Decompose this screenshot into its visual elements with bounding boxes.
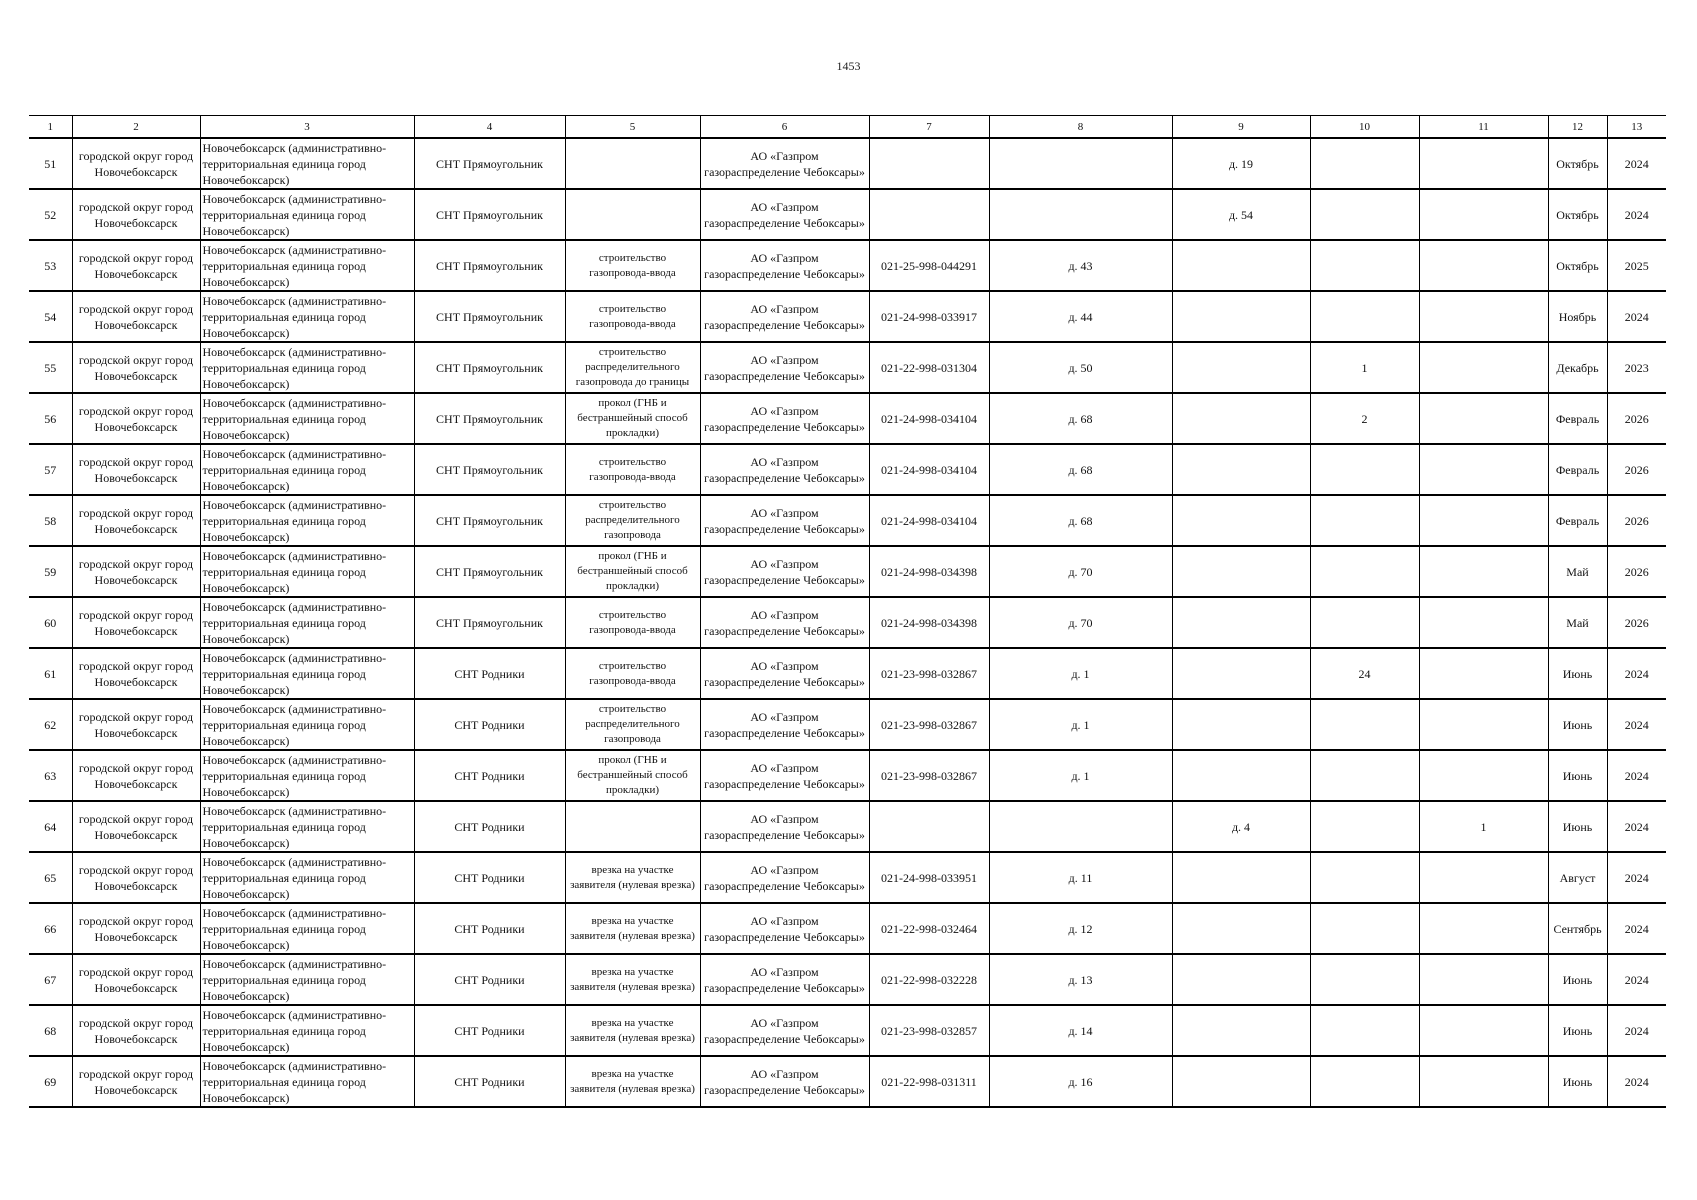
organization-cell: АО «Газпром газораспределение Чебоксары» [700,444,869,495]
work-type-cell: строительство распределительного газопровода до границы [565,342,700,393]
house-cell: д. 50 [989,342,1172,393]
snt-name-cell: СНТ Родники [414,801,565,852]
column-11-cell [1419,138,1548,189]
municipality-cell: городской округ город Новочебоксарск [72,648,200,699]
organization-cell: АО «Газпром газораспределение Чебоксары» [700,393,869,444]
table-row [29,1056,1666,1107]
column-11-cell [1419,291,1548,342]
snt-name-cell: СНТ Прямоугольник [414,444,565,495]
year-cell: 2023 [1607,342,1666,393]
column-11-cell [1419,240,1548,291]
municipality-cell: городской округ город Новочебоксарск [72,393,200,444]
settlement-cell: Новочебоксарск (административно-территориальная единица город Новочебоксарск) [200,801,414,852]
organization-cell: АО «Газпром газораспределение Чебоксары» [700,342,869,393]
table-row [29,648,1666,699]
column-9-cell [1172,954,1310,1005]
column-header: 2 [72,116,200,139]
month-cell: Декабрь [1548,342,1607,393]
application-number-cell: 021-24-998-033951 [869,852,989,903]
application-number-cell: 021-24-998-034104 [869,393,989,444]
application-number-cell: 021-24-998-033917 [869,291,989,342]
table-row [29,852,1666,903]
municipality-cell: городской округ город Новочебоксарск [72,1056,200,1107]
application-number-cell [869,801,989,852]
column-10-cell [1310,291,1419,342]
house-cell [989,801,1172,852]
month-cell: Февраль [1548,495,1607,546]
year-cell: 2026 [1607,495,1666,546]
snt-name-cell: СНТ Прямоугольник [414,597,565,648]
house-cell: д. 12 [989,903,1172,954]
house-cell: д. 11 [989,852,1172,903]
column-11-cell [1419,954,1548,1005]
row-number-cell: 68 [29,1005,72,1056]
table-row [29,240,1666,291]
house-cell: д. 13 [989,954,1172,1005]
month-cell: Сентябрь [1548,903,1607,954]
month-cell: Октябрь [1548,189,1607,240]
year-cell: 2026 [1607,546,1666,597]
column-11-cell [1419,852,1548,903]
snt-name-cell: СНТ Родники [414,750,565,801]
organization-cell: АО «Газпром газораспределение Чебоксары» [700,648,869,699]
application-number-cell: 021-22-998-032464 [869,903,989,954]
column-header: 10 [1310,116,1419,139]
house-cell: д. 1 [989,648,1172,699]
column-9-cell [1172,495,1310,546]
work-type-cell: прокол (ГНБ и бестраншейный способ прокладки) [565,546,700,597]
work-type-cell [565,801,700,852]
column-10-cell: 24 [1310,648,1419,699]
year-cell: 2025 [1607,240,1666,291]
organization-cell: АО «Газпром газораспределение Чебоксары» [700,699,869,750]
table-row [29,546,1666,597]
column-9-cell: д. 4 [1172,801,1310,852]
work-type-cell: строительство распределительного газопровода [565,699,700,750]
row-number-cell: 69 [29,1056,72,1107]
work-type-cell: врезка на участке заявителя (нулевая врезка) [565,954,700,1005]
year-cell: 2024 [1607,189,1666,240]
column-header: 12 [1548,116,1607,139]
row-number-cell: 67 [29,954,72,1005]
column-header: 9 [1172,116,1310,139]
municipality-cell: городской округ город Новочебоксарск [72,546,200,597]
snt-name-cell: СНТ Родники [414,954,565,1005]
work-type-cell: строительство газопровода-ввода [565,291,700,342]
organization-cell: АО «Газпром газораспределение Чебоксары» [700,954,869,1005]
column-11-cell [1419,1056,1548,1107]
year-cell: 2024 [1607,648,1666,699]
work-type-cell: строительство газопровода-ввода [565,648,700,699]
snt-name-cell: СНТ Родники [414,852,565,903]
table-row [29,903,1666,954]
column-9-cell [1172,291,1310,342]
year-cell: 2026 [1607,393,1666,444]
settlement-cell: Новочебоксарск (административно-территориальная единица город Новочебоксарск) [200,393,414,444]
column-10-cell [1310,801,1419,852]
organization-cell: АО «Газпром газораспределение Чебоксары» [700,546,869,597]
column-11-cell [1419,750,1548,801]
work-type-cell: врезка на участке заявителя (нулевая врезка) [565,852,700,903]
month-cell: Июнь [1548,801,1607,852]
column-11-cell [1419,546,1548,597]
column-header: 7 [869,116,989,139]
row-number-cell: 54 [29,291,72,342]
column-9-cell [1172,648,1310,699]
header-row [29,116,1666,139]
year-cell: 2024 [1607,138,1666,189]
column-header: 5 [565,116,700,139]
month-cell: Июнь [1548,699,1607,750]
house-cell [989,189,1172,240]
table-row [29,750,1666,801]
year-cell: 2024 [1607,954,1666,1005]
municipality-cell: городской округ город Новочебоксарск [72,1005,200,1056]
work-type-cell [565,138,700,189]
row-number-cell: 51 [29,138,72,189]
municipality-cell: городской округ город Новочебоксарск [72,597,200,648]
municipality-cell: городской округ город Новочебоксарск [72,291,200,342]
column-10-cell [1310,903,1419,954]
year-cell: 2024 [1607,1005,1666,1056]
column-11-cell [1419,648,1548,699]
application-number-cell: 021-25-998-044291 [869,240,989,291]
table-row [29,444,1666,495]
column-10-cell [1310,189,1419,240]
organization-cell: АО «Газпром газораспределение Чебоксары» [700,852,869,903]
house-cell: д. 68 [989,495,1172,546]
house-cell: д. 16 [989,1056,1172,1107]
table-row [29,801,1666,852]
work-type-cell [565,189,700,240]
table-row [29,597,1666,648]
snt-name-cell: СНТ Прямоугольник [414,546,565,597]
year-cell: 2024 [1607,1056,1666,1107]
row-number-cell: 56 [29,393,72,444]
settlement-cell: Новочебоксарск (административно-территориальная единица город Новочебоксарск) [200,495,414,546]
table-row [29,342,1666,393]
house-cell [989,138,1172,189]
column-11-cell [1419,393,1548,444]
column-11-cell [1419,444,1548,495]
settlement-cell: Новочебоксарск (административно-территориальная единица город Новочебоксарск) [200,648,414,699]
month-cell: Июнь [1548,750,1607,801]
column-10-cell [1310,750,1419,801]
settlement-cell: Новочебоксарск (административно-территориальная единица город Новочебоксарск) [200,699,414,750]
organization-cell: АО «Газпром газораспределение Чебоксары» [700,1005,869,1056]
row-number-cell: 58 [29,495,72,546]
month-cell: Ноябрь [1548,291,1607,342]
month-cell: Май [1548,546,1607,597]
settlement-cell: Новочебоксарск (административно-территориальная единица город Новочебоксарск) [200,750,414,801]
settlement-cell: Новочебоксарск (административно-территориальная единица город Новочебоксарск) [200,189,414,240]
application-number-cell: 021-24-998-034104 [869,444,989,495]
application-number-cell: 021-22-998-031304 [869,342,989,393]
column-10-cell [1310,699,1419,750]
row-number-cell: 62 [29,699,72,750]
work-type-cell: строительство газопровода-ввода [565,597,700,648]
month-cell: Август [1548,852,1607,903]
application-number-cell: 021-23-998-032867 [869,699,989,750]
row-number-cell: 60 [29,597,72,648]
settlement-cell: Новочебоксарск (административно-территориальная единица город Новочебоксарск) [200,138,414,189]
table-body [29,138,1666,1107]
column-11-cell [1419,342,1548,393]
work-type-cell: врезка на участке заявителя (нулевая врезка) [565,903,700,954]
table-row [29,138,1666,189]
column-10-cell: 2 [1310,393,1419,444]
snt-name-cell: СНТ Родники [414,1056,565,1107]
table-row [29,954,1666,1005]
application-number-cell: 021-23-998-032867 [869,648,989,699]
column-10-cell [1310,495,1419,546]
work-type-cell: строительство распределительного газопровода [565,495,700,546]
house-cell: д. 43 [989,240,1172,291]
column-10-cell: 1 [1310,342,1419,393]
organization-cell: АО «Газпром газораспределение Чебоксары» [700,597,869,648]
month-cell: Июнь [1548,1005,1607,1056]
snt-name-cell: СНТ Родники [414,699,565,750]
year-cell: 2024 [1607,750,1666,801]
snt-name-cell: СНТ Прямоугольник [414,240,565,291]
table-row [29,699,1666,750]
house-cell: д. 70 [989,546,1172,597]
settlement-cell: Новочебоксарск (административно-территориальная единица город Новочебоксарск) [200,444,414,495]
year-cell: 2024 [1607,291,1666,342]
column-9-cell [1172,1005,1310,1056]
column-9-cell [1172,240,1310,291]
settlement-cell: Новочебоксарск (административно-территориальная единица город Новочебоксарск) [200,954,414,1005]
column-11-cell [1419,1005,1548,1056]
snt-name-cell: СНТ Родники [414,648,565,699]
row-number-cell: 64 [29,801,72,852]
organization-cell: АО «Газпром газораспределение Чебоксары» [700,138,869,189]
snt-name-cell: СНТ Родники [414,903,565,954]
column-9-cell [1172,444,1310,495]
house-cell: д. 14 [989,1005,1172,1056]
column-9-cell [1172,699,1310,750]
house-cell: д. 70 [989,597,1172,648]
row-number-cell: 65 [29,852,72,903]
snt-name-cell: СНТ Прямоугольник [414,342,565,393]
row-number-cell: 55 [29,342,72,393]
column-11-cell [1419,699,1548,750]
house-cell: д. 68 [989,444,1172,495]
organization-cell: АО «Газпром газораспределение Чебоксары» [700,240,869,291]
application-number-cell: 021-24-998-034398 [869,597,989,648]
municipality-cell: городской округ город Новочебоксарск [72,903,200,954]
table-row [29,495,1666,546]
snt-name-cell: СНТ Прямоугольник [414,495,565,546]
table-row [29,1005,1666,1056]
organization-cell: АО «Газпром газораспределение Чебоксары» [700,1056,869,1107]
column-9-cell [1172,852,1310,903]
work-type-cell: прокол (ГНБ и бестраншейный способ прокладки) [565,750,700,801]
month-cell: Октябрь [1548,138,1607,189]
year-cell: 2024 [1607,801,1666,852]
organization-cell: АО «Газпром газораспределение Чебоксары» [700,750,869,801]
month-cell: Июнь [1548,1056,1607,1107]
gasification-table [29,115,1666,1108]
municipality-cell: городской округ город Новочебоксарск [72,342,200,393]
column-10-cell [1310,1056,1419,1107]
year-cell: 2026 [1607,597,1666,648]
snt-name-cell: СНТ Прямоугольник [414,189,565,240]
work-type-cell: строительство газопровода-ввода [565,444,700,495]
settlement-cell: Новочебоксарск (административно-территориальная единица город Новочебоксарск) [200,597,414,648]
municipality-cell: городской округ город Новочебоксарск [72,240,200,291]
column-9-cell [1172,342,1310,393]
organization-cell: АО «Газпром газораспределение Чебоксары» [700,291,869,342]
application-number-cell [869,189,989,240]
column-9-cell [1172,546,1310,597]
column-9-cell [1172,597,1310,648]
application-number-cell: 021-24-998-034398 [869,546,989,597]
row-number-cell: 63 [29,750,72,801]
column-header: 13 [1607,116,1666,139]
column-9-cell [1172,750,1310,801]
application-number-cell: 021-24-998-034104 [869,495,989,546]
page-number: 1453 [836,59,861,73]
settlement-cell: Новочебоксарск (административно-территориальная единица город Новочебоксарск) [200,546,414,597]
application-number-cell: 021-22-998-032228 [869,954,989,1005]
column-11-cell [1419,495,1548,546]
municipality-cell: городской округ город Новочебоксарск [72,750,200,801]
house-cell: д. 1 [989,750,1172,801]
municipality-cell: городской округ город Новочебоксарск [72,954,200,1005]
application-number-cell: 021-22-998-031311 [869,1056,989,1107]
application-number-cell: 021-23-998-032867 [869,750,989,801]
organization-cell: АО «Газпром газораспределение Чебоксары» [700,801,869,852]
column-9-cell [1172,1056,1310,1107]
settlement-cell: Новочебоксарск (административно-территориальная единица город Новочебоксарск) [200,1005,414,1056]
municipality-cell: городской округ город Новочебоксарск [72,699,200,750]
column-header: 3 [200,116,414,139]
month-cell: Май [1548,597,1607,648]
work-type-cell: врезка на участке заявителя (нулевая врезка) [565,1056,700,1107]
application-number-cell: 021-23-998-032857 [869,1005,989,1056]
row-number-cell: 57 [29,444,72,495]
column-header: 11 [1419,116,1548,139]
month-cell: Февраль [1548,393,1607,444]
month-cell: Октябрь [1548,240,1607,291]
municipality-cell: городской округ город Новочебоксарск [72,138,200,189]
municipality-cell: городской округ город Новочебоксарск [72,189,200,240]
column-header: 8 [989,116,1172,139]
municipality-cell: городской округ город Новочебоксарск [72,801,200,852]
row-number-cell: 52 [29,189,72,240]
snt-name-cell: СНТ Прямоугольник [414,291,565,342]
work-type-cell: строительство газопровода-ввода [565,240,700,291]
municipality-cell: городской округ город Новочебоксарск [72,495,200,546]
column-11-cell [1419,597,1548,648]
month-cell: Июнь [1548,954,1607,1005]
column-10-cell [1310,954,1419,1005]
settlement-cell: Новочебоксарск (административно-территориальная единица город Новочебоксарск) [200,291,414,342]
organization-cell: АО «Газпром газораспределение Чебоксары» [700,189,869,240]
column-9-cell: д. 19 [1172,138,1310,189]
column-11-cell: 1 [1419,801,1548,852]
year-cell: 2024 [1607,852,1666,903]
column-header: 4 [414,116,565,139]
column-10-cell [1310,444,1419,495]
year-cell: 2024 [1607,903,1666,954]
settlement-cell: Новочебоксарск (административно-территориальная единица город Новочебоксарск) [200,240,414,291]
organization-cell: АО «Газпром газораспределение Чебоксары» [700,495,869,546]
column-9-cell: д. 54 [1172,189,1310,240]
snt-name-cell: СНТ Родники [414,1005,565,1056]
table-row [29,393,1666,444]
column-11-cell [1419,189,1548,240]
column-11-cell [1419,903,1548,954]
municipality-cell: городской округ город Новочебоксарск [72,852,200,903]
table-row [29,291,1666,342]
house-cell: д. 68 [989,393,1172,444]
settlement-cell: Новочебоксарск (административно-территориальная единица город Новочебоксарск) [200,1056,414,1107]
settlement-cell: Новочебоксарск (административно-территориальная единица город Новочебоксарск) [200,852,414,903]
column-10-cell [1310,1005,1419,1056]
municipality-cell: городской округ город Новочебоксарск [72,444,200,495]
column-header: 6 [700,116,869,139]
work-type-cell: врезка на участке заявителя (нулевая врезка) [565,1005,700,1056]
organization-cell: АО «Газпром газораспределение Чебоксары» [700,903,869,954]
column-10-cell [1310,597,1419,648]
settlement-cell: Новочебоксарск (административно-территориальная единица город Новочебоксарск) [200,903,414,954]
application-number-cell [869,138,989,189]
table-row [29,189,1666,240]
snt-name-cell: СНТ Прямоугольник [414,393,565,444]
column-9-cell [1172,903,1310,954]
snt-name-cell: СНТ Прямоугольник [414,138,565,189]
row-number-cell: 53 [29,240,72,291]
year-cell: 2024 [1607,699,1666,750]
house-cell: д. 44 [989,291,1172,342]
row-number-cell: 66 [29,903,72,954]
month-cell: Июнь [1548,648,1607,699]
month-cell: Февраль [1548,444,1607,495]
row-number-cell: 61 [29,648,72,699]
row-number-cell: 59 [29,546,72,597]
settlement-cell: Новочебоксарск (административно-территориальная единица город Новочебоксарск) [200,342,414,393]
column-10-cell [1310,546,1419,597]
column-10-cell [1310,138,1419,189]
column-10-cell [1310,240,1419,291]
column-9-cell [1172,393,1310,444]
column-10-cell [1310,852,1419,903]
work-type-cell: прокол (ГНБ и бестраншейный способ прокладки) [565,393,700,444]
column-header: 1 [29,116,72,139]
year-cell: 2026 [1607,444,1666,495]
house-cell: д. 1 [989,699,1172,750]
